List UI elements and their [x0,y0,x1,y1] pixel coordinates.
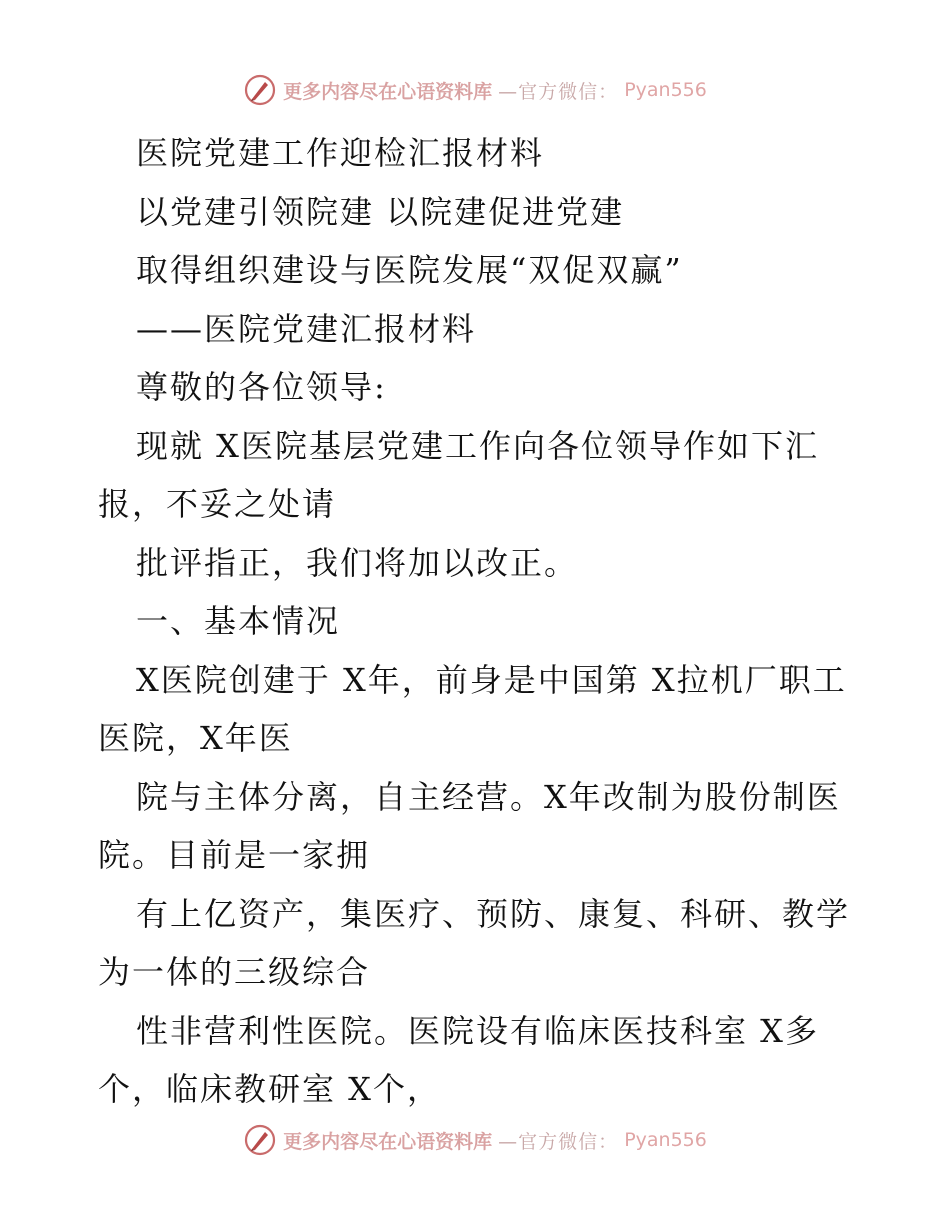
quill-logo-icon [243,1123,277,1157]
paragraph-line: 医院，X年医 [98,719,293,757]
paragraph-line: X医院创建于 X年，前身是中国第 X拉机厂职工 [136,660,847,699]
salutation: 尊敬的各位领导: [136,368,387,406]
document-body [98,124,868,1119]
doc-subtitle-3: ——医院党建汇报材料 [136,309,477,348]
header-watermark [0,70,950,110]
doc-title: 医院党建工作迎检汇报材料 [136,134,545,172]
paragraph-line: 院与主体分离，自主经营。X年改制为股份制医 [136,777,841,816]
paragraph-line: 有上亿资产，集医疗、预防、康复、科研、教学 [136,894,851,933]
footer-watermark [0,1120,950,1160]
watermark-text: 更多内容尽在心语资料库 [283,1130,493,1153]
paragraph-line: 性非营利性医院。医院设有临床医技科室 X多 [136,1011,819,1050]
paragraph-line: 批评指正，我们将加以改正。 [136,543,579,582]
paragraph-line: 院。目前是一家拥 [98,836,371,874]
paragraph-line: 为一体的三级综合 [98,953,371,991]
doc-subtitle-2: 取得组织建设与医院发展“双促双赢” [136,251,683,289]
watermark-official-label: —官方微信： [498,80,619,103]
paragraph-line: 现就 X医院基层党建工作向各位领导作如下汇 [136,426,819,465]
paragraph-line: 报，不妥之处请 [98,485,337,523]
watermark-text: 更多内容尽在心语资料库 [283,80,493,103]
watermark-account: Pyan556 [624,1129,707,1151]
section-heading: 一、基本情况 [136,602,341,640]
doc-subtitle-1: 以党建引领院建 以院建促进党建 [136,192,625,231]
paragraph-line: 个，临床教研室 X个， [98,1070,441,1108]
quill-logo-icon [243,73,277,107]
watermark-account: Pyan556 [624,79,707,101]
watermark-official-label: —官方微信： [498,1130,619,1153]
